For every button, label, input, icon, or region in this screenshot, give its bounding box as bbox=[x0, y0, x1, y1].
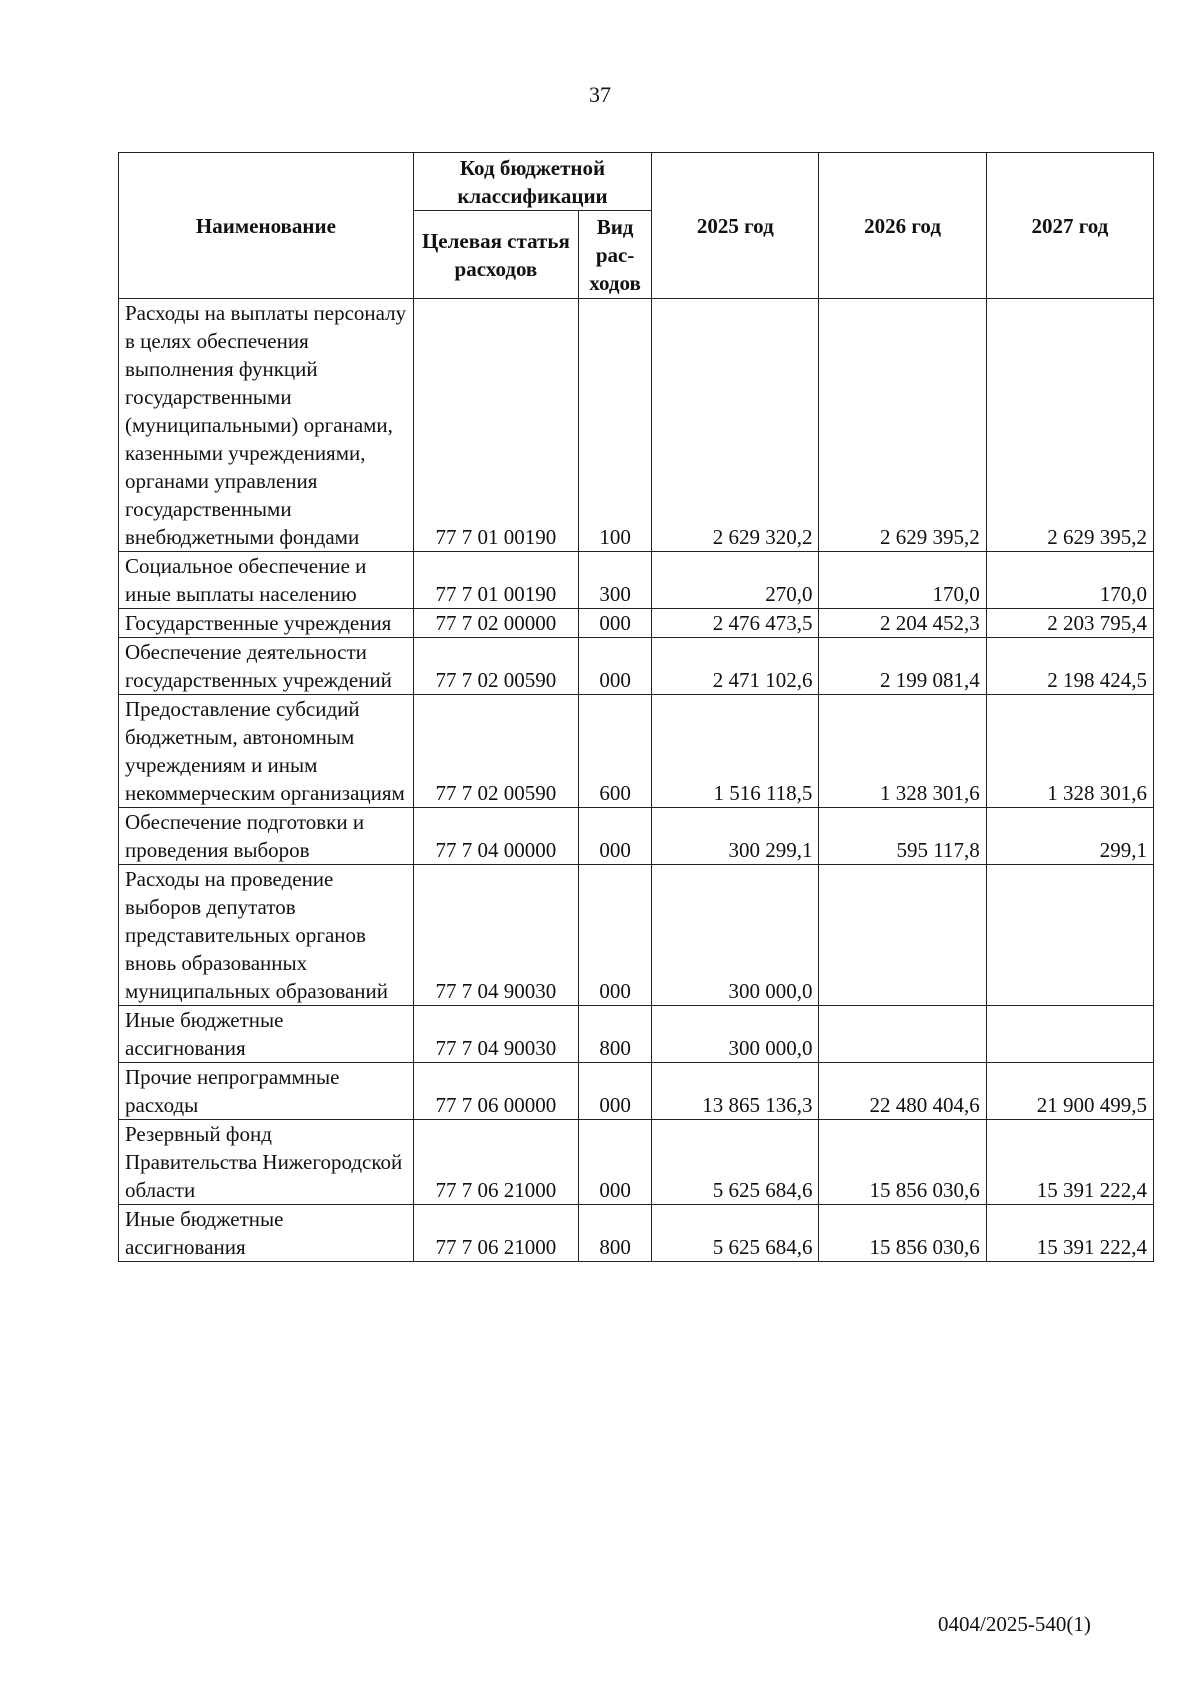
row-target-code: 77 7 06 21000 bbox=[413, 1205, 578, 1262]
row-value-2027: 2 203 795,4 bbox=[986, 609, 1153, 638]
row-expense-kind: 300 bbox=[578, 552, 651, 609]
row-value-2025: 2 471 102,6 bbox=[652, 638, 819, 695]
row-expense-kind: 800 bbox=[578, 1205, 651, 1262]
row-value-2026: 15 856 030,6 bbox=[819, 1205, 986, 1262]
row-value-2027: 15 391 222,4 bbox=[986, 1205, 1153, 1262]
table-row bbox=[119, 1006, 1154, 1063]
row-value-2026: 170,0 bbox=[819, 552, 986, 609]
row-value-2026: 22 480 404,6 bbox=[819, 1063, 986, 1120]
document-code: 0404/2025-540(1) bbox=[938, 1612, 1091, 1636]
row-value-2027: 299,1 bbox=[986, 808, 1153, 865]
row-target-code: 77 7 02 00590 bbox=[413, 638, 578, 695]
table-row bbox=[119, 1120, 1154, 1205]
row-value-2025: 300 299,1 bbox=[652, 808, 819, 865]
table-row bbox=[119, 808, 1154, 865]
row-value-2026: 2 199 081,4 bbox=[819, 638, 986, 695]
row-expense-kind: 000 bbox=[578, 865, 651, 1006]
row-expense-kind: 600 bbox=[578, 695, 651, 808]
row-target-code: 77 7 04 90030 bbox=[413, 1006, 578, 1063]
row-value-2025: 5 625 684,6 bbox=[652, 1205, 819, 1262]
header-2025: 2025 год bbox=[652, 153, 819, 299]
row-expense-kind: 800 bbox=[578, 1006, 651, 1063]
row-value-2026: 2 204 452,3 bbox=[819, 609, 986, 638]
row-expense-kind: 100 bbox=[578, 299, 651, 552]
row-name: Государственные учреждения bbox=[119, 609, 414, 638]
row-value-2027: 21 900 499,5 bbox=[986, 1063, 1153, 1120]
table-row bbox=[119, 695, 1154, 808]
row-name: Социальное обеспечение и иные выплаты населению bbox=[119, 552, 414, 609]
table-row bbox=[119, 609, 1154, 638]
row-name: Иные бюджетные ассигнования bbox=[119, 1006, 414, 1063]
row-expense-kind: 000 bbox=[578, 638, 651, 695]
row-value-2027: 2 629 395,2 bbox=[986, 299, 1153, 552]
table-row bbox=[119, 552, 1154, 609]
row-name: Расходы на проведение выборов депутатов представительных органов вновь образованных муниципальных образований bbox=[119, 865, 414, 1006]
header-name: Наименование bbox=[119, 153, 414, 299]
row-value-2025: 2 629 320,2 bbox=[652, 299, 819, 552]
row-value-2027: 1 328 301,6 bbox=[986, 695, 1153, 808]
row-expense-kind: 000 bbox=[578, 1120, 651, 1205]
row-value-2025: 300 000,0 bbox=[652, 865, 819, 1006]
row-name: Прочие непрограммные расходы bbox=[119, 1063, 414, 1120]
row-value-2025: 2 476 473,5 bbox=[652, 609, 819, 638]
row-name: Обеспечение подготовки и проведения выборов bbox=[119, 808, 414, 865]
row-expense-kind: 000 bbox=[578, 609, 651, 638]
row-target-code: 77 7 06 21000 bbox=[413, 1120, 578, 1205]
row-value-2026: 1 328 301,6 bbox=[819, 695, 986, 808]
row-name: Расходы на выплаты персоналу в целях обеспечения выполнения функций государственными (муниципальными) органами, казенными учреждениями, органами управления государственными внебюджетными фондами bbox=[119, 299, 414, 552]
row-value-2025: 13 865 136,3 bbox=[652, 1063, 819, 1120]
row-value-2027: 15 391 222,4 bbox=[986, 1120, 1153, 1205]
header-code-group: Код бюджетной классификации bbox=[413, 153, 651, 211]
row-value-2026: 595 117,8 bbox=[819, 808, 986, 865]
row-value-2025: 270,0 bbox=[652, 552, 819, 609]
row-value-2026: 15 856 030,6 bbox=[819, 1120, 986, 1205]
header-2027: 2027 год bbox=[986, 153, 1153, 299]
header-target-article: Целевая статья расходов bbox=[413, 211, 578, 299]
table-row bbox=[119, 865, 1154, 1006]
page-number: 37 bbox=[589, 82, 611, 107]
row-expense-kind: 000 bbox=[578, 1063, 651, 1120]
row-value-2027 bbox=[986, 865, 1153, 1006]
header-2026: 2026 год bbox=[819, 153, 986, 299]
row-target-code: 77 7 04 90030 bbox=[413, 865, 578, 1006]
row-target-code: 77 7 01 00190 bbox=[413, 552, 578, 609]
row-value-2025: 1 516 118,5 bbox=[652, 695, 819, 808]
budget-table bbox=[118, 152, 1154, 1262]
row-value-2026: 2 629 395,2 bbox=[819, 299, 986, 552]
table-row bbox=[119, 1063, 1154, 1120]
row-target-code: 77 7 06 00000 bbox=[413, 1063, 578, 1120]
row-value-2026 bbox=[819, 1006, 986, 1063]
row-target-code: 77 7 02 00000 bbox=[413, 609, 578, 638]
row-name: Предоставление субсидий бюджетным, автономным учреждениям и иным некоммерческим организациям bbox=[119, 695, 414, 808]
row-target-code: 77 7 02 00590 bbox=[413, 695, 578, 808]
row-value-2026 bbox=[819, 865, 986, 1006]
row-value-2027: 170,0 bbox=[986, 552, 1153, 609]
row-target-code: 77 7 01 00190 bbox=[413, 299, 578, 552]
table-body bbox=[119, 299, 1154, 1262]
row-expense-kind: 000 bbox=[578, 808, 651, 865]
table-row bbox=[119, 638, 1154, 695]
row-value-2025: 5 625 684,6 bbox=[652, 1120, 819, 1205]
row-name: Резервный фонд Правительства Нижегородской области bbox=[119, 1120, 414, 1205]
row-value-2025: 300 000,0 bbox=[652, 1006, 819, 1063]
row-name: Иные бюджетные ассигнования bbox=[119, 1205, 414, 1262]
row-value-2027 bbox=[986, 1006, 1153, 1063]
header-expense-kind: Вид рас-ходов bbox=[578, 211, 651, 299]
row-value-2027: 2 198 424,5 bbox=[986, 638, 1153, 695]
row-target-code: 77 7 04 00000 bbox=[413, 808, 578, 865]
row-name: Обеспечение деятельности государственных учреждений bbox=[119, 638, 414, 695]
table-row bbox=[119, 1205, 1154, 1262]
table-header bbox=[119, 153, 1154, 299]
table-row bbox=[119, 299, 1154, 552]
